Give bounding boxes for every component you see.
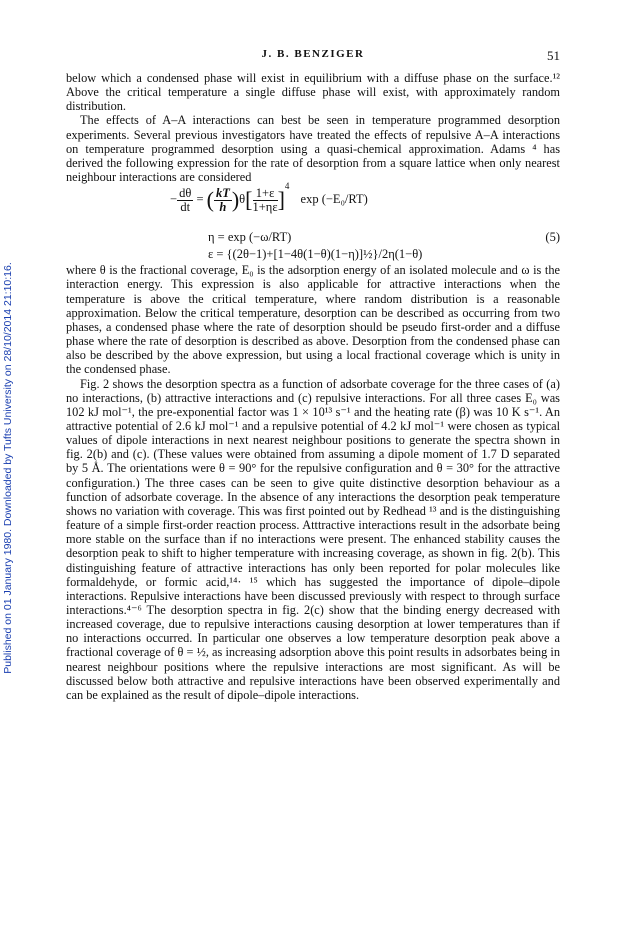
equation-5: [66, 181, 560, 262]
page-header: [66, 48, 560, 64]
equation-number: (5): [545, 230, 560, 245]
download-note-text[interactable]: Published on 01 January 1980. Downloaded by Tufts University on 28/10/2014 21:10:16.: [2, 262, 14, 674]
kt-fraction: $\frac{kT}{h}$: [215, 185, 230, 214]
rate-equation: − $\frac{d\theta}{dt}$ = ( $\frac{kT}{h}$ )θ[ $\frac{1+\varepsilon}{1+\eta\varepsilon}$ ]$^4$ exp (−E₀/RT): [170, 181, 368, 214]
page-number: 51: [547, 48, 560, 63]
epsilon-fraction: $\frac{1+\varepsilon}{1+\eta\varepsilon}$: [252, 185, 278, 214]
body-text: [66, 71, 560, 702]
running-head: J. B. BENZIGER: [261, 48, 365, 60]
paragraph: The effects of A–A interactions can best be seen in temperature programmed desorption experiments. Several previous investigators have treated the effects of repulsive A–A interactions on temperature programmed desorption using a quasi-chemical approximation. Adams ⁴ has derived the following expression for the rate of desorption from a square lattice when only nearest neighbour interactions are considered: [66, 113, 560, 185]
epsilon-definition: ε = {(2θ−1)+[1−4θ(1−θ)(1−η)]½}/2η(1−θ): [208, 247, 423, 262]
lhs-fraction: $\frac{d\theta}{dt}$: [179, 185, 192, 214]
paragraph: below which a condensed phase will exist in equilibrium with a diffuse phase on the surface.¹² Above the critical temperature a single diffuse phase will exist, with approximately random distribution.: [66, 71, 560, 114]
paragraph: where θ is the fractional coverage, E₀ is the adsorption energy of an isolated molecule and ω is the interaction energy. This expression is also applicable for attractive interactions when the temperature is above the critical temperature, where random distribution is a reasonable approximation. Below the critical temperature, desorption can be described as occurring from two phases, a condensed phase where the rate of desorption should be pseudo first-order and a diffuse phase where the rate of desorption is described as above. Desorption from the condensed phase can also be described by the above expression, but using a local fractional coverage which is unity in the condensed phase.: [66, 263, 560, 377]
paragraph: Fig. 2 shows the desorption spectra as a function of adsorbate coverage for the three cases of (a) no interactions, (b) attractive interactions and (c) repulsive interactions. For all three cases E₀ was 102 kJ mol⁻¹, the pre-exponential factor was 1 × 10¹³ s⁻¹ and the heating rate (β) was 10 K s⁻¹. An attractive potential of 2.6 kJ mol⁻¹ and a repulsive potential of 4.2 kJ mol⁻¹ were chosen as typical values of dipole interactions in next nearest neighbour positions to generate the spectra shown in fig. 2(b) and (c). (These values were obtained from assuming a dipole moment of 1.7 D separated by 5 Å. The orientations were θ = 90° for the repulsive configuration and θ = 30° for the attractive configuration.) The three cases can be seen to give quite distinctive desorption behaviour as a function of adsorbate coverage. In the absence of any interactions the desorption peak temperature shows no variation with coverage. This was first pointed out by Redhead ¹³ and is the distinguishing feature of a simple first-order reaction process. Atttractive interactions result in the adsorbate being more stable on the surface than if no interactions were present. The enhanced stability causes the desorption peak to shift to higher temperature with increasing coverage, as shown in fig. 2(b). This distinguishing feature of attractive interactions has only been reported for polar molecules like formaldehyde, or formic acid,¹⁴· ¹⁵ which has suggested the importance of dipole–dipole interactions. Repulsive interactions have been discussed previously with respect to through surface interactions.⁴⁻⁶ The desorption spectra in fig. 2(c) show that the binding energy decreased with increased coverage, due to repulsive interactions causing desorption at lower temperatures than if no interactions occurred. In particular one observes a low temperature desorption peak above a fractional coverage of θ = ½, as increasing adsorption above this point results in adsorbates being in nearest neighbour positions where the repulsive interactions are most significant. As will be discussed below both attractive and repulsive interactions have been observed experimentally and can be explained as the result of dipole–dipole interactions.: [66, 376, 560, 702]
eta-definition: η = exp (−ω/RT): [208, 230, 292, 245]
